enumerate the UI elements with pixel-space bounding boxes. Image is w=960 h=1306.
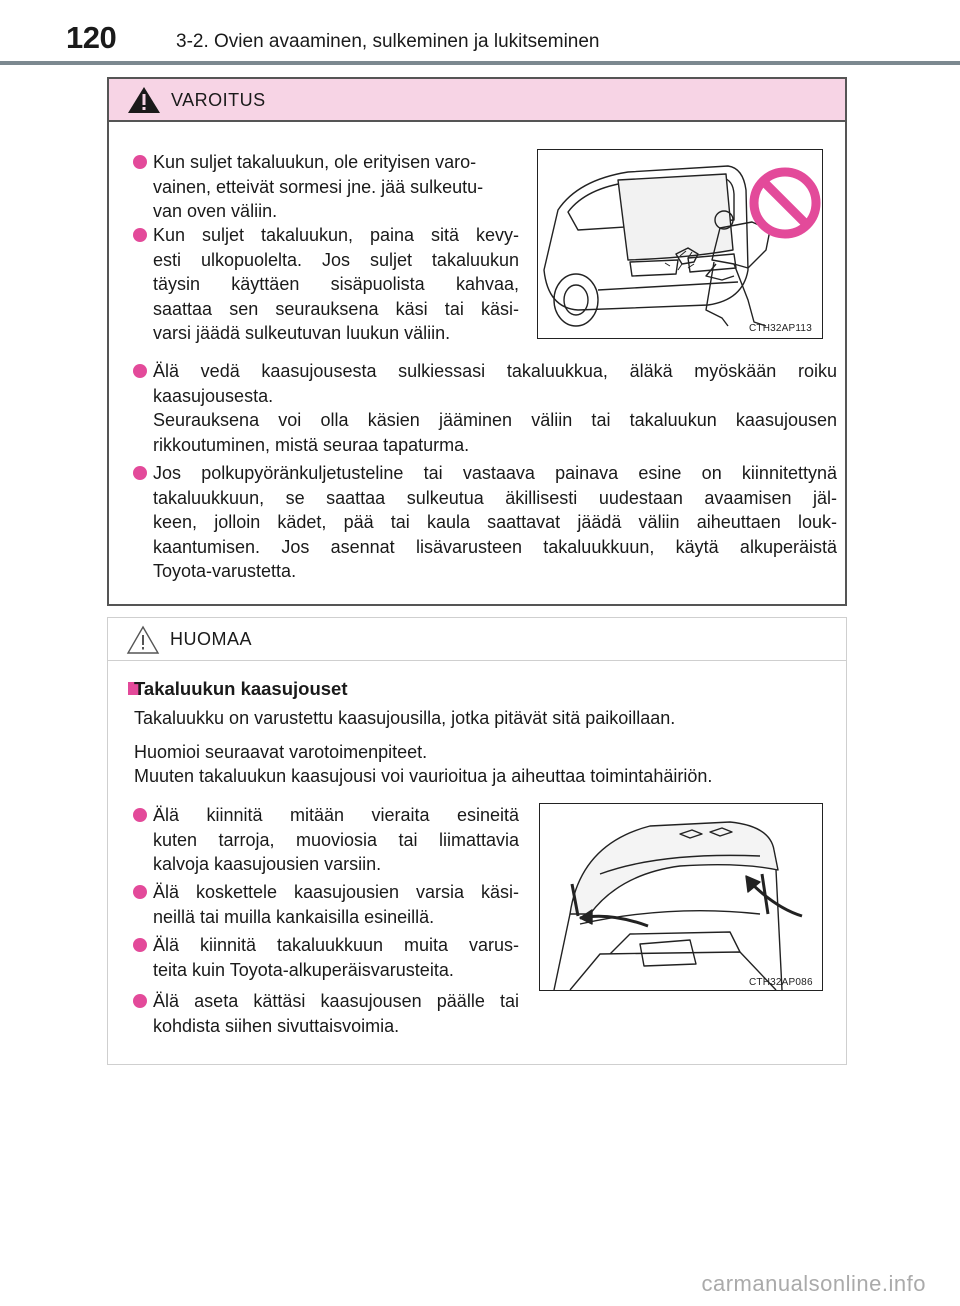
section-title: Takaluukun kaasujouset [134, 678, 348, 699]
caution-outline-icon [126, 625, 160, 655]
warning-bullet-3 [153, 359, 837, 457]
notice-bullet-2 [153, 880, 519, 929]
text-line: Seurauksena voi olla käsien jääminen väliin tai takaluukun kaasujousen [153, 410, 837, 430]
text-line: Toyota-varustetta. [153, 561, 297, 581]
page-number: 120 [66, 20, 117, 55]
bullet-icon [133, 808, 147, 822]
text-line: kuten tarroja, muoviosia tai liimattavia [153, 829, 519, 850]
text-line: Huomioi seuraavat varotoimenpiteet. [134, 742, 428, 762]
notice-bullet-1 [153, 803, 519, 877]
text-line: Jos polkupyöränkuljetusteline tai vastaava painava esine on kiinnitettynä [153, 463, 837, 483]
text-line: Kun suljet takaluukun, paina sitä kevy- [153, 225, 519, 245]
text-line: kohdista siihen sivuttaisvoimia. [153, 1015, 400, 1036]
text-line: Kun suljet takaluukun, ole erityisen varo- [153, 152, 477, 172]
text-line: kaantumisen. Jos asennat lisävarusteen takaluukkuun, käytä alkuperäistä [153, 536, 837, 557]
notice-paragraph-2 [134, 740, 712, 788]
text-line: esti ulkopuolelta. Jos suljet takaluukun [153, 249, 519, 270]
chapter-title: 3-2. Ovien avaaminen, sulkeminen ja lukitseminen [176, 31, 600, 52]
notice-paragraph-1: Takaluukku on varustettu kaasujousilla, jotka pitävät sitä paikoillaan. [134, 708, 676, 728]
text-line: rikkoutuminen, mistä seuraa tapaturma. [153, 434, 470, 455]
warning-label: VAROITUS [171, 90, 266, 110]
bullet-icon [133, 364, 147, 378]
notice-bullet-4 [153, 989, 519, 1038]
warning-bullet-2 [153, 223, 519, 346]
notice-header [108, 618, 846, 661]
bullet-icon [133, 994, 147, 1008]
bullet-icon [133, 155, 147, 169]
text-line: takaluukkuun, se saattaa sulkeutua äkillisesti uudestaan avaamisen jäl- [153, 487, 837, 508]
text-line: vainen, etteivät sormesi jne. jää sulkeutu- [153, 176, 484, 197]
text-line: Älä koskettele kaasujousien varsia käsi- [153, 882, 519, 902]
text-line: keen, jolloin kädet, pää tai kaula saattavat jäädä väliin aiheuttaen louk- [153, 512, 837, 532]
text-line: varsi jäädä sulkeutuvan luukun väliin. [153, 323, 451, 343]
warning-triangle-icon [127, 86, 161, 114]
text-line: Älä aseta kättäsi kaasujousen päälle tai [153, 991, 519, 1011]
prohibited-icon [748, 166, 822, 240]
text-line: täysin käyttäen sisäpuolista kahvaa, [153, 274, 519, 294]
warning-header [109, 79, 845, 122]
text-line: kalvoja kaasujousien varsiin. [153, 854, 382, 874]
text-line: Älä kiinnitä takaluukkuun muita varus- [153, 935, 519, 955]
text-line: Älä kiinnitä mitään vieraita esineitä [153, 805, 519, 825]
bullet-icon [133, 466, 147, 480]
header-rule [0, 61, 960, 65]
bullet-icon [133, 885, 147, 899]
open-tailgate-illustration [540, 804, 822, 990]
bullet-icon [133, 228, 147, 242]
text-line: kaasujousesta. [153, 385, 274, 406]
warning-bullet-1 [153, 150, 519, 224]
text-line: teita kuin Toyota-alkuperäisvarusteita. [153, 959, 454, 980]
text-line: van oven väliin. [153, 201, 278, 221]
figure-code: CTH32AP086 [749, 977, 813, 988]
warning-bullet-4 [153, 461, 837, 584]
gas-strut-figure [539, 803, 823, 991]
text-line: saattaa sen seurauksena käsi tai käsi- [153, 298, 519, 319]
watermark: carmanualsonline.info [701, 1271, 926, 1296]
notice-bullet-3 [153, 933, 519, 982]
text-line: Älä vedä kaasujousesta sulkiessasi takaluukkua, äläkä myöskään roiku [153, 361, 837, 381]
text-line: Muuten takaluukun kaasujousi voi vaurioitua ja aiheuttaa toimintahäiriön. [134, 766, 713, 786]
figure-code: CTH32AP113 [749, 323, 812, 334]
text-line: neillä tai muilla kankaisilla esineillä. [153, 906, 435, 927]
notice-label: HUOMAA [170, 629, 253, 649]
bullet-icon [133, 938, 147, 952]
